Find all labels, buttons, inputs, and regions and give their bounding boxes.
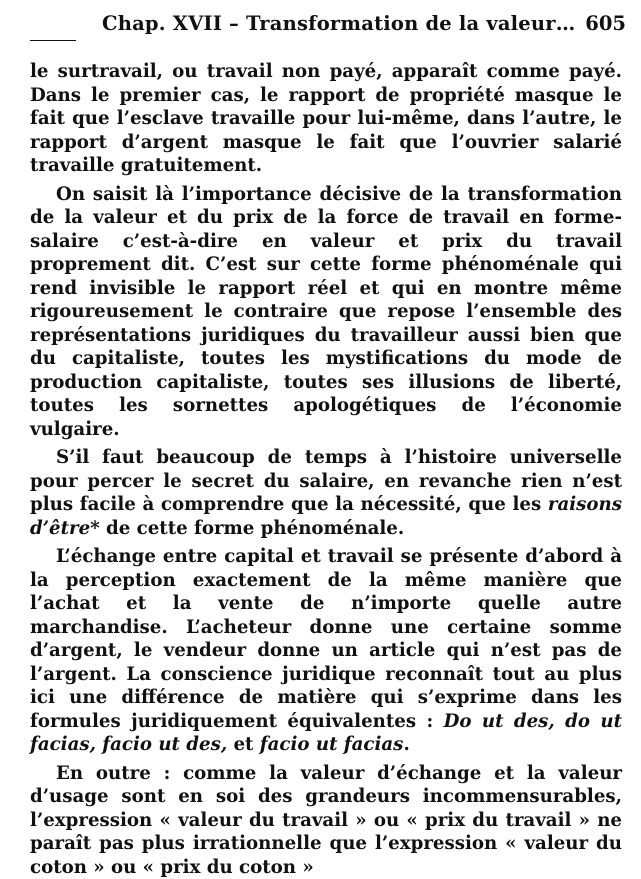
paragraph-continuation: le surtravail, ou travail non payé, apparaît comme payé. Dans le premier cas, le rapport de propriété masque le fait que l’esclave travaille pour lui-même, dans l’autre, le rapport d’argent masque le fait que l’ouvrier salarié travaille gratuitement.	[30, 60, 622, 178]
paragraph-text: L’échange entre capital et travail se présente d’abord à la perception exactement de la même manière que l’achat et la vente de n’importe quelle autre marchandise. L’acheteur donne une certaine somme d’argent, le vendeur donne un article qui n’est pas de l’argent. La conscience juridique reconnaît tout au plus ici une différence de matière qui s’exprime dans les formules juridiquement équivalentes :	[30, 546, 622, 732]
page-header	[30, 10, 628, 40]
body-text	[30, 60, 622, 879]
italic-phrase: raisons d’être	[30, 494, 622, 539]
header-rule	[30, 40, 76, 41]
paragraph-text: .	[403, 734, 409, 755]
paragraph	[30, 446, 622, 540]
page-number: 605	[585, 12, 626, 35]
running-head: Chap. XVII – Transformation de la valeur…	[102, 12, 575, 35]
paragraph: On saisit là l’importance décisive de la transformation de la valeur et du prix de la force de travail en forme-salaire c’est-à-dire en valeur et prix du travail proprement dit. C’est sur cette forme phénoménale qui rend invisible le rapport réel et qui en montre même rigoureusement le contraire que repose l’ensemble des représentations juridiques du travailleur aussi bien que du capitaliste, toutes les mystifications du mode de production capitaliste, toutes ses illusions de liberté, toutes les sornettes apologétiques de l’économie vulgaire.	[30, 183, 622, 442]
paragraph-text: S’il faut beaucoup de temps à l’histoire universelle pour percer le secret du salaire, en revanche rien n’est plus facile à comprendre que la nécessité, que les	[30, 447, 622, 515]
paragraph: En outre : comme la valeur d’échange et la valeur d’usage sont en soi des grandeurs incommensurables, l’expression « valeur du travail » ou « prix du travail » ne paraît pas plus irrationnelle que l’expression « valeur du coton » ou « prix du coton »	[30, 762, 622, 879]
paragraph-text: et	[227, 734, 260, 755]
paragraph	[30, 545, 622, 757]
latin-formula: facio ut facias	[260, 734, 404, 755]
paragraph-text: * de cette forme phénoménale.	[90, 518, 404, 539]
latin-formula: Do ut des, do ut facias, facio ut des,	[30, 711, 622, 756]
